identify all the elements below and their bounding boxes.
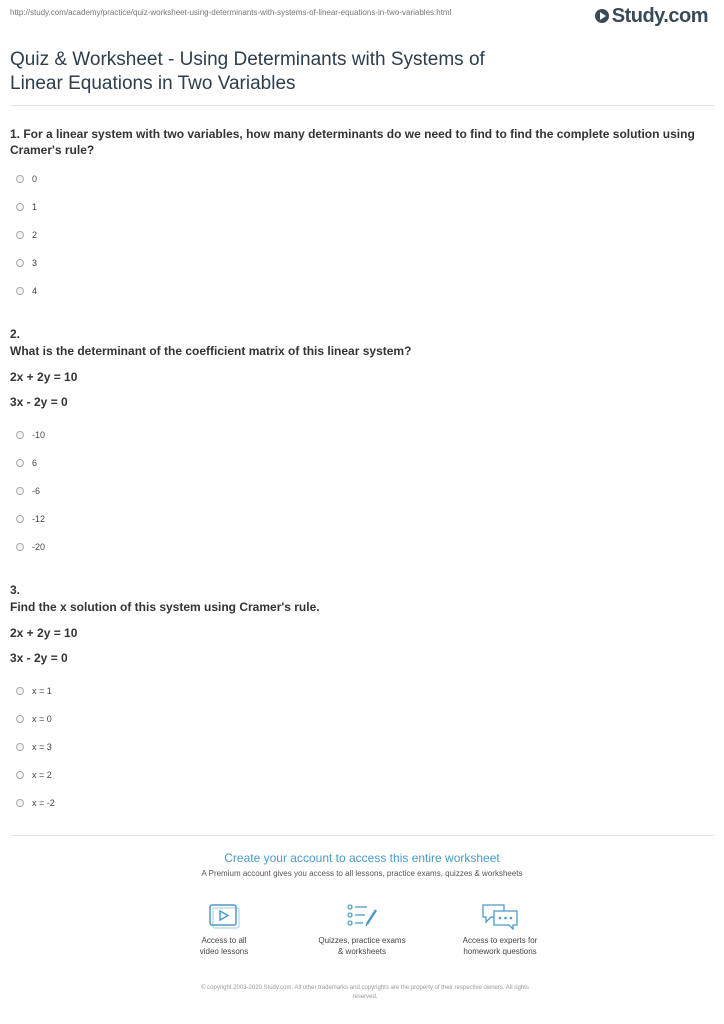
question-2-equation-1: 2x + 2y = 10: [10, 370, 78, 384]
option-label: 6: [32, 458, 38, 468]
option-label: 2: [32, 230, 38, 240]
question-1-option[interactable]: [16, 173, 37, 185]
feature-experts: [435, 902, 565, 957]
question-2-option[interactable]: [16, 485, 40, 497]
question-3-equation-1: 2x + 2y = 10: [10, 626, 78, 640]
video-lesson-icon: [207, 902, 241, 930]
title-line-2: Linear Equations in Two Variables: [10, 73, 296, 94]
question-3-option[interactable]: [16, 685, 52, 697]
radio-button[interactable]: [16, 543, 24, 551]
feature-label: Quizzes, practice exams: [318, 936, 406, 945]
option-label: x = 3: [32, 742, 52, 752]
feature-label: & worksheets: [337, 947, 387, 956]
copyright-line-2: reserved.: [352, 994, 378, 1000]
divider: [10, 105, 714, 106]
divider: [10, 835, 714, 836]
option-label: -20: [32, 542, 46, 552]
chat-bubbles-icon: [480, 902, 520, 930]
radio-button[interactable]: [16, 287, 24, 295]
option-label: x = 2: [32, 770, 52, 780]
question-2-option[interactable]: [16, 429, 45, 441]
radio-button[interactable]: [16, 259, 24, 267]
option-label: 3: [32, 258, 38, 268]
radio-button[interactable]: [16, 175, 24, 183]
radio-button[interactable]: [16, 231, 24, 239]
feature-video-lessons: [159, 902, 289, 957]
question-3-option[interactable]: [16, 797, 55, 809]
question-2-option[interactable]: [16, 457, 37, 469]
question-1-option[interactable]: [16, 257, 37, 269]
feature-label: video lessons: [199, 947, 249, 956]
radio-button[interactable]: [16, 487, 24, 495]
radio-button[interactable]: [16, 459, 24, 467]
play-icon: [595, 9, 609, 23]
feature-label: homework questions: [463, 947, 537, 956]
option-label: -10: [32, 430, 46, 440]
feature-quizzes: [297, 902, 427, 957]
radio-button[interactable]: [16, 687, 24, 695]
question-1-option[interactable]: [16, 285, 37, 297]
question-1-option[interactable]: [16, 201, 37, 213]
premium-description: A Premium account gives you access to all lessons, practice exams, quizzes & worksheets: [201, 869, 523, 878]
radio-button[interactable]: [16, 431, 24, 439]
question-1-text: 1. For a linear system with two variables, how many determinants do we need to find to find the complete solution using Cramer's rule?: [10, 127, 695, 157]
option-label: x = -2: [32, 798, 55, 808]
radio-button[interactable]: [16, 799, 24, 807]
radio-button[interactable]: [16, 771, 24, 779]
question-3-option[interactable]: [16, 713, 52, 725]
logo-text: Study.com: [611, 5, 708, 27]
question-3-option[interactable]: [16, 741, 52, 753]
question-3-option[interactable]: [16, 769, 52, 781]
option-label: 1: [32, 202, 38, 212]
option-label: -12: [32, 514, 46, 524]
radio-button[interactable]: [16, 203, 24, 211]
question-2-number: 2.: [10, 327, 21, 341]
page-title: [10, 48, 570, 96]
radio-button[interactable]: [16, 743, 24, 751]
page-url: http://study.com/academy/practice/quiz-worksheet-using-determinants-with-systems-of-linear-equations-in-two-variables.html: [10, 8, 452, 17]
copyright-line-1: © copyright 2003-2020 Study.com. All other trademarks and copyrights are the property of their respective owners. All rights: [201, 985, 529, 991]
question-2-equation-2: 3x - 2y = 0: [10, 395, 68, 409]
checklist-pencil-icon: [345, 902, 379, 930]
feature-label: Access to all: [201, 936, 247, 945]
question-3-number: 3.: [10, 583, 21, 597]
create-account-link[interactable]: Create your account to access this entire worksheet: [224, 851, 500, 865]
option-label: x = 0: [32, 714, 52, 724]
question-2-option[interactable]: [16, 513, 45, 525]
title-line-1: Quiz & Worksheet - Using Determinants with Systems of: [10, 49, 485, 70]
feature-label: Access to experts for: [462, 936, 538, 945]
option-label: x = 1: [32, 686, 52, 696]
option-label: -6: [32, 486, 41, 496]
question-2-text: What is the determinant of the coefficient matrix of this linear system?: [10, 344, 412, 358]
question-3-equation-2: 3x - 2y = 0: [10, 651, 68, 665]
copyright-footer: [150, 984, 580, 1002]
study-logo[interactable]: [595, 6, 708, 26]
radio-button[interactable]: [16, 515, 24, 523]
radio-button[interactable]: [16, 715, 24, 723]
option-label: 0: [32, 174, 38, 184]
question-1-option[interactable]: [16, 229, 37, 241]
question-2-option[interactable]: [16, 541, 45, 553]
option-label: 4: [32, 286, 38, 296]
question-3-text: Find the x solution of this system using Cramer's rule.: [10, 600, 320, 614]
